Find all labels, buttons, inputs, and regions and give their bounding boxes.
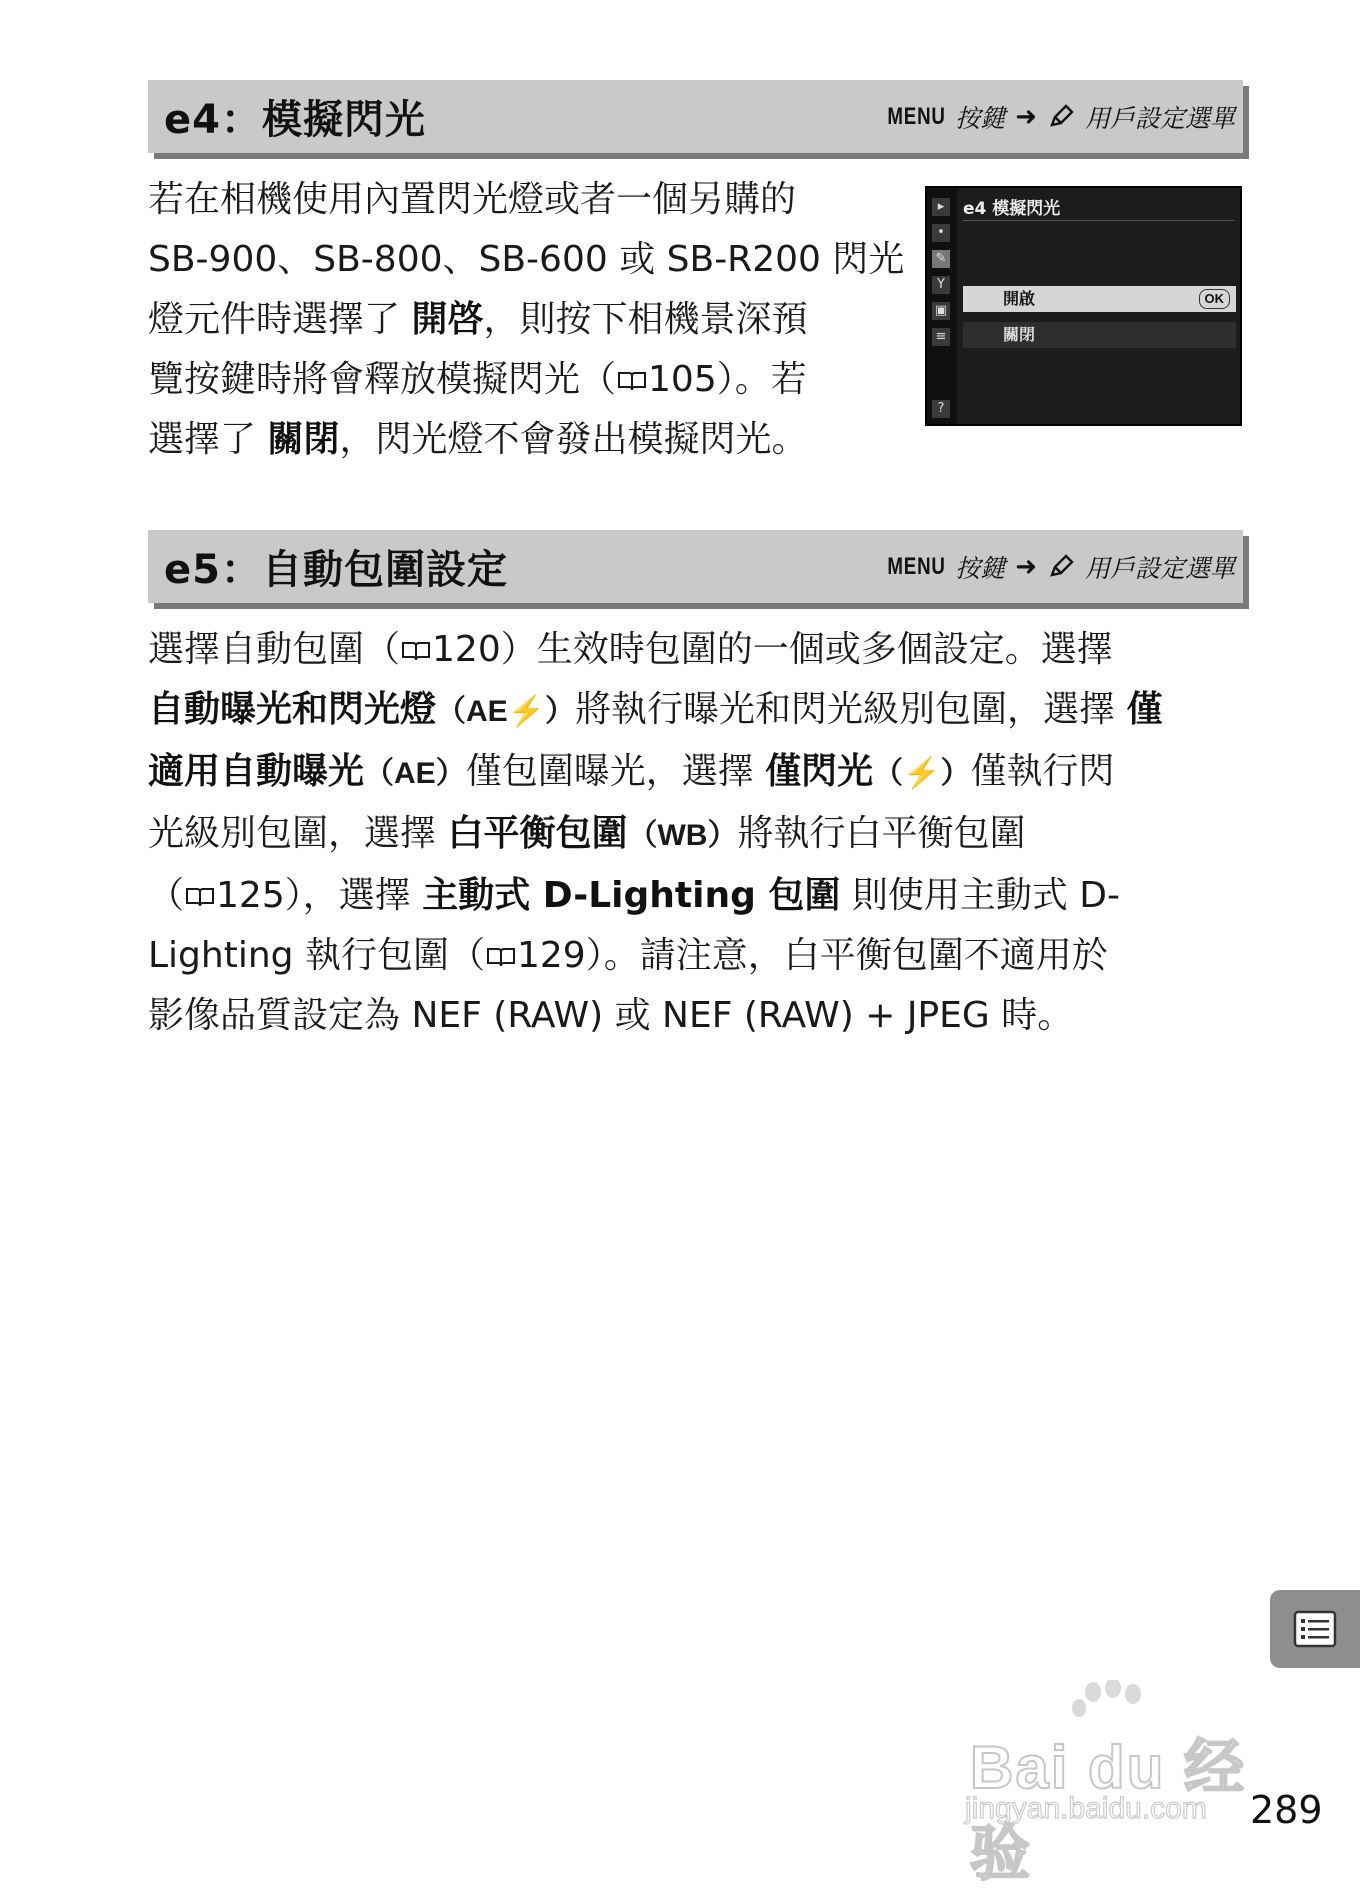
text-line: 覽按鍵時將會釋放模擬閃光（ 105）。若 (148, 359, 807, 400)
menu-list-icon (1293, 1610, 1337, 1648)
e5-description (148, 620, 1248, 1046)
path-menu-label: 用戶設定選單 (1084, 103, 1235, 133)
text-line: Lighting 執行包圍（ 129）。請注意，白平衡包圍不適用於 (148, 935, 1108, 976)
retouch-icon: ▣ (932, 302, 950, 320)
path-menu-label: 用戶設定選單 (1084, 553, 1235, 583)
text-line: 影像品質設定為 NEF (RAW) 或 NEF (RAW) + JPEG 時。 (148, 995, 1074, 1036)
text-line: （ 125），選擇 主動式 D-Lighting 包圍 則使用主動式 D- (148, 875, 1120, 916)
baidu-watermark (955, 1680, 1285, 1887)
option-off-label: 關閉 (267, 419, 340, 460)
book-icon (400, 639, 432, 663)
page-ref: 129 (516, 935, 586, 976)
chapter-tab[interactable] (1270, 1590, 1360, 1668)
book-icon (485, 945, 517, 969)
book-icon (184, 885, 216, 909)
text-line: 適用自動曝光（AE）僅包圍曝光，選擇 僅閃光（⚡）僅執行閃 (148, 751, 1115, 792)
pencil-icon (1047, 553, 1075, 581)
section-title: e4：模擬閃光 (164, 97, 426, 143)
playback-icon: ▸ (932, 198, 950, 216)
menu-path (871, 99, 1244, 135)
text-line: 選擇自動包圍（ 120）生效時包圍的一個或多個設定。選擇 (148, 629, 1113, 670)
my-menu-icon: ≡ (932, 328, 950, 346)
e4-description (148, 170, 908, 470)
camera-menu-screenshot (925, 186, 1242, 426)
section-header-e4 (148, 80, 1243, 153)
text-line: SB-900、SB-800、SB-600 或 SB-R200 閃光 (148, 239, 905, 280)
page-ref: 120 (432, 629, 501, 670)
arrow-right-icon: ➜ (1015, 551, 1037, 582)
custom-settings-icon: ✎ (932, 250, 950, 268)
menu-key: MENU (886, 552, 946, 580)
camera-menu-title: e4 模擬閃光 (963, 199, 1061, 219)
flash-icon: （⚡） (873, 757, 971, 790)
page-ref: 105 (648, 359, 717, 400)
text-line: 若在相機使用內置閃光燈或者一個另購的 (148, 179, 797, 220)
pencil-icon (1047, 103, 1075, 131)
watermark-url: jingyan.baidu.com (965, 1792, 1207, 1825)
camera-sidebar (927, 188, 957, 424)
text-line: 燈元件時選擇了 開啓，則按下相機景深預 (148, 299, 808, 340)
text-line: 光級別包圍，選擇 白平衡包圍（WB）將執行白平衡包圍 (148, 813, 1026, 854)
section-header-e5 (148, 530, 1243, 603)
text-line: 自動曝光和閃光燈（AE⚡）將執行曝光和閃光級別包圍，選擇 僅 (148, 689, 1163, 730)
watermark-brand: Bai du 经验 (970, 1734, 1247, 1887)
menu-key: MENU (886, 102, 946, 130)
divider (963, 220, 1234, 221)
book-icon (616, 369, 648, 393)
ae-icon: （AE） (364, 757, 466, 790)
option-on-label: 開啓 (411, 299, 484, 340)
ok-badge: OK (1199, 289, 1231, 309)
section-title: e5：自動包圍設定 (164, 547, 508, 593)
arrow-right-icon: ➜ (1015, 101, 1037, 132)
page-number: 289 (1250, 1788, 1323, 1832)
help-icon: ? (932, 400, 950, 418)
text-line: 選擇了 關閉，閃光燈不會發出模擬閃光。 (148, 419, 808, 460)
camera-option-off: 關閉 (963, 322, 1236, 348)
setup-icon: Y (932, 276, 950, 294)
shooting-icon: • (932, 224, 950, 242)
path-button-label: 按鍵 (955, 103, 1006, 133)
path-button-label: 按鍵 (955, 553, 1006, 583)
page-ref: 125 (216, 875, 285, 916)
wb-icon: （WB） (627, 819, 738, 852)
ae-flash-icon: （AE⚡） (436, 695, 576, 728)
menu-path (871, 549, 1244, 585)
camera-option-on: 開啟 OK (963, 286, 1236, 312)
